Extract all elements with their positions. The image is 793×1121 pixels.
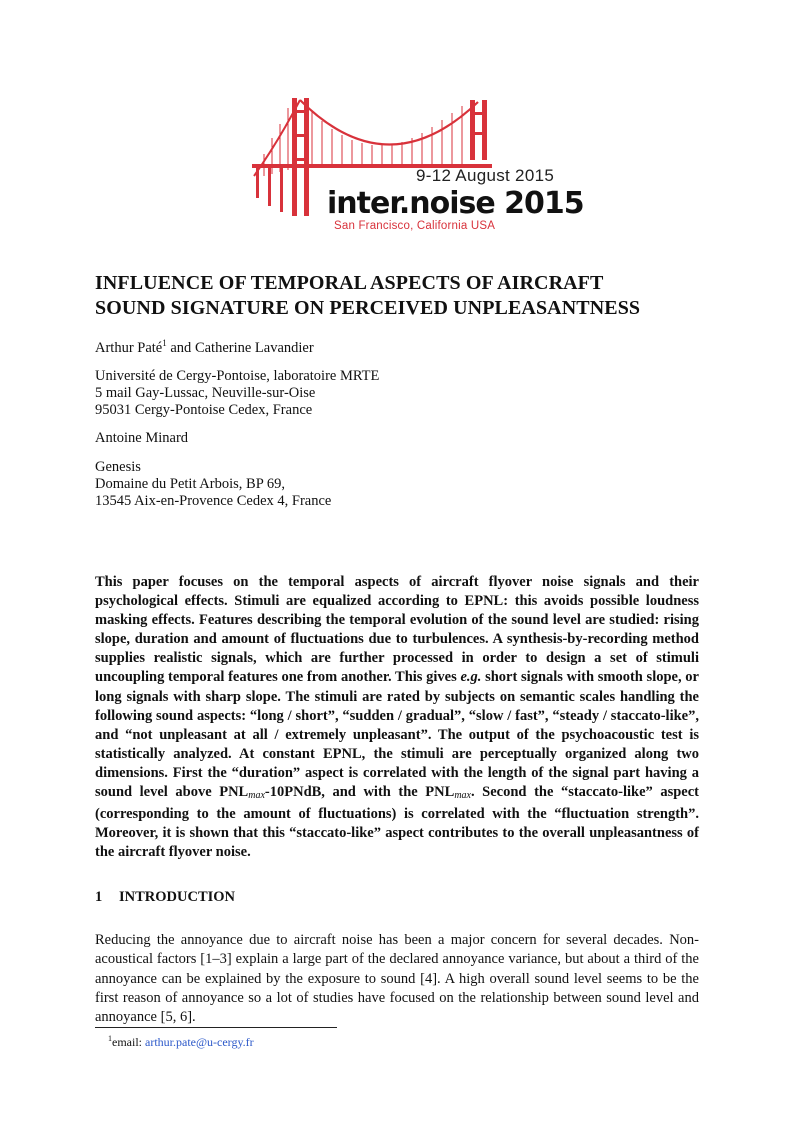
intro-paragraph: Reducing the annoyance due to aircraft noise has been a major concern for several decades. Non-acoustical factors [1–3] explain a large part of the declared annoyance variance, but about a third of the annoyance can be explained by the exposure to sound [4]. A high overall sound level seems to be the first reason of annoyance so a lot of studies have focused on the relationship between sound level and annoyance [5, 6]. <box>95 932 699 1026</box>
title-line-1: INFLUENCE OF TEMPORAL ASPECTS OF AIRCRAFT <box>95 272 604 294</box>
author-connector: and <box>166 339 195 356</box>
conference-logo <box>248 92 584 242</box>
abstract-text: -10PNdB, and with the PNL <box>264 784 455 801</box>
affiliation-line: 13545 Aix-en-Provence Cedex 4, France <box>95 493 332 509</box>
section-title: INTRODUCTION <box>119 889 236 905</box>
title-line-2: SOUND SIGNATURE ON PERCEIVED UNPLEASANTNESS <box>95 297 641 319</box>
author-line <box>95 338 314 357</box>
footnote-mark: 1 <box>108 1034 112 1043</box>
footnote <box>108 1034 254 1050</box>
section-heading <box>95 889 235 906</box>
email-link[interactable]: arthur.pate@u-cergy.fr <box>145 1035 254 1049</box>
conference-location: San Francisco, California USA <box>334 220 496 232</box>
footnote-divider <box>95 1027 337 1028</box>
footnote-mark: 1 <box>162 338 167 348</box>
affiliation-line: Genesis <box>95 459 141 475</box>
subscript: max <box>454 790 471 802</box>
conference-dates: 9-12 August 2015 <box>416 166 555 185</box>
abstract-text: This paper focuses on the temporal aspects of aircraft flyover noise signals and their psychological effects. Stimuli are equalized according to EPNL: this avoids possible loudness masking effects. Features describing the temporal evolution of the sound level are studied: rising slope, duration and amount of fluctuations due to turbulences. A synthesis-by-recording method supplies realistic signals, which are further processed in order to design a set of stimuli uncoupling temporal features one from another. This gives <box>95 574 699 686</box>
author-name: Antoine Minard <box>95 430 189 446</box>
affiliation-line: Université de Cergy-Pontoise, laboratoire MRTE <box>95 368 380 384</box>
abstract-text: . Second the “staccato-like” aspect (corresponding to the amount of fluctuations) is correlated with the “fluctuation strength”. Moreover, it is shown that this “staccato-like” aspect contributes to the overall unpleasantness of the aircraft flyover noise. <box>95 784 700 861</box>
affiliation-line: 95031 Cergy-Pontoise Cedex, France <box>95 402 313 418</box>
affiliation-1 <box>95 368 379 419</box>
abstract <box>95 573 699 862</box>
author-name: Catherine Lavandier <box>194 339 314 356</box>
affiliation-2 <box>95 459 331 510</box>
abstract-emphasis: e.g. <box>460 669 482 686</box>
conference-brand: inter.noise 2015 <box>327 186 584 221</box>
paper-title <box>95 271 715 321</box>
section-number: 1 <box>95 889 103 905</box>
abstract-text: short signals with smooth slope, or long signals with sharp slope. The stimuli are rated by subjects on semantic scales handling the following sound aspects: “long / short”, “sudden / gradual”, “slow / fast”, “steady / staccato-like”, and “not unpleasant at all / extremely unpleasant”. The output of the psychoacoustic test is statistically analyzed. At constant EPNL, the stimuli are perceptually organized along two dimensions. First the “duration” aspect is correlated with the length of the signal part having a sound level above PNL <box>95 669 699 801</box>
footnote-label: email: <box>112 1035 145 1049</box>
author-name: Arthur Paté <box>95 339 163 356</box>
affiliation-line: Domaine du Petit Arbois, BP 69, <box>95 476 285 492</box>
subscript: max <box>248 790 265 802</box>
affiliation-line: 5 mail Gay-Lussac, Neuville-sur-Oise <box>95 385 316 401</box>
